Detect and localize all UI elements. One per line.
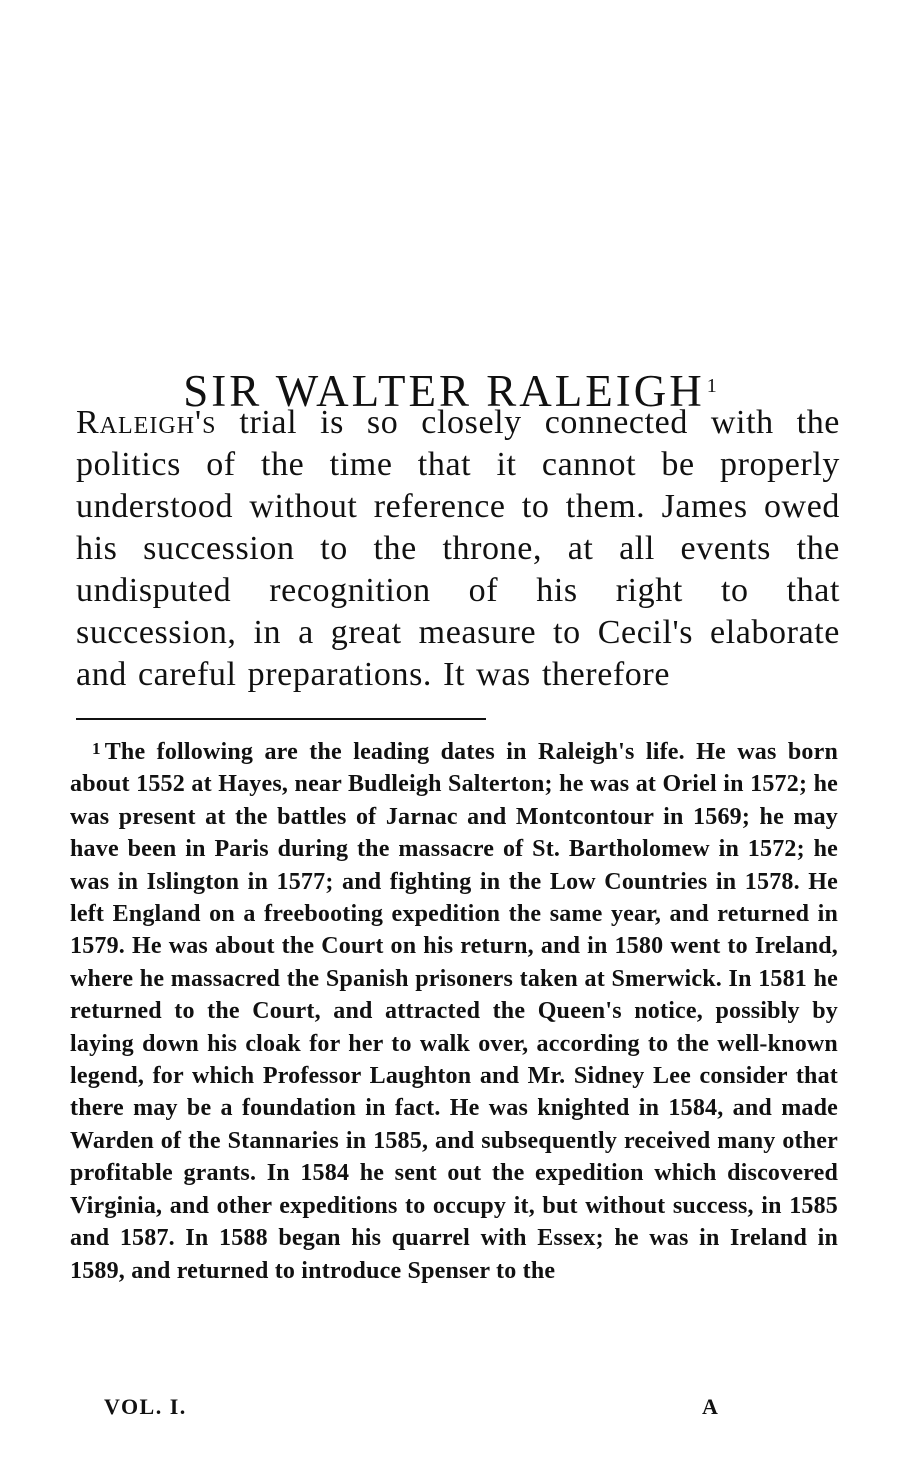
paragraph-lead-word: Raleigh's (76, 404, 217, 441)
footnote-mark: 1 (92, 739, 101, 758)
volume-label: VOL. I. (104, 1394, 187, 1419)
chapter-title-text: SIR WALTER RALEIGH (183, 366, 705, 417)
signature-mark: A (702, 1394, 720, 1419)
body-paragraph (76, 402, 840, 696)
footnote-text: The following are the leading dates in Raleigh's life. He was born about 1552 at Hayes, near Budleigh Salterton; he was at Oriel in 1572; he was present at the battles of Jarnac and Montcontour in 1569; he may have been in Paris during the massacre of St. Bartholomew in 1572; he was in Islington in 1577; and fighting in the Low Countries in 1578. He left England on a freebooting expedition the same year, and returned in 1579. He was about the Court on his return, and in 1580 went to Ireland, where he massacred the Spanish prisoners taken at Smerwick. In 1581 he returned to the Court, and attracted the Queen's notice, possibly by laying down his cloak for her to walk over, according to the well-known legend, for which Professor Laughton and Mr. Sidney Lee consider that there may be a foundation in fact. He was knighted in 1584, and made Warden of the Stannaries in 1585, and subsequently received many other profitable grants. In 1584 he sent out the expedition which discovered Virginia, and other expeditions to occupy it, but without success, in 1585 and 1587. In 1588 began his quarrel with Essex; he was in Ireland in 1589, and returned to introduce Spenser to the (70, 739, 838, 1284)
paragraph-text: trial is so closely connected with the politics of the time that it cannot be properly understood without reference to them. James owed his succession to the throne, at all events the undisputed recognition of his right to that succession, in a great measure to Cecil's elaborate and careful preparations. It was therefore (76, 404, 840, 693)
footnote-divider (76, 718, 486, 720)
footnote-reference: 1 (706, 375, 717, 398)
footnote (70, 733, 838, 1287)
